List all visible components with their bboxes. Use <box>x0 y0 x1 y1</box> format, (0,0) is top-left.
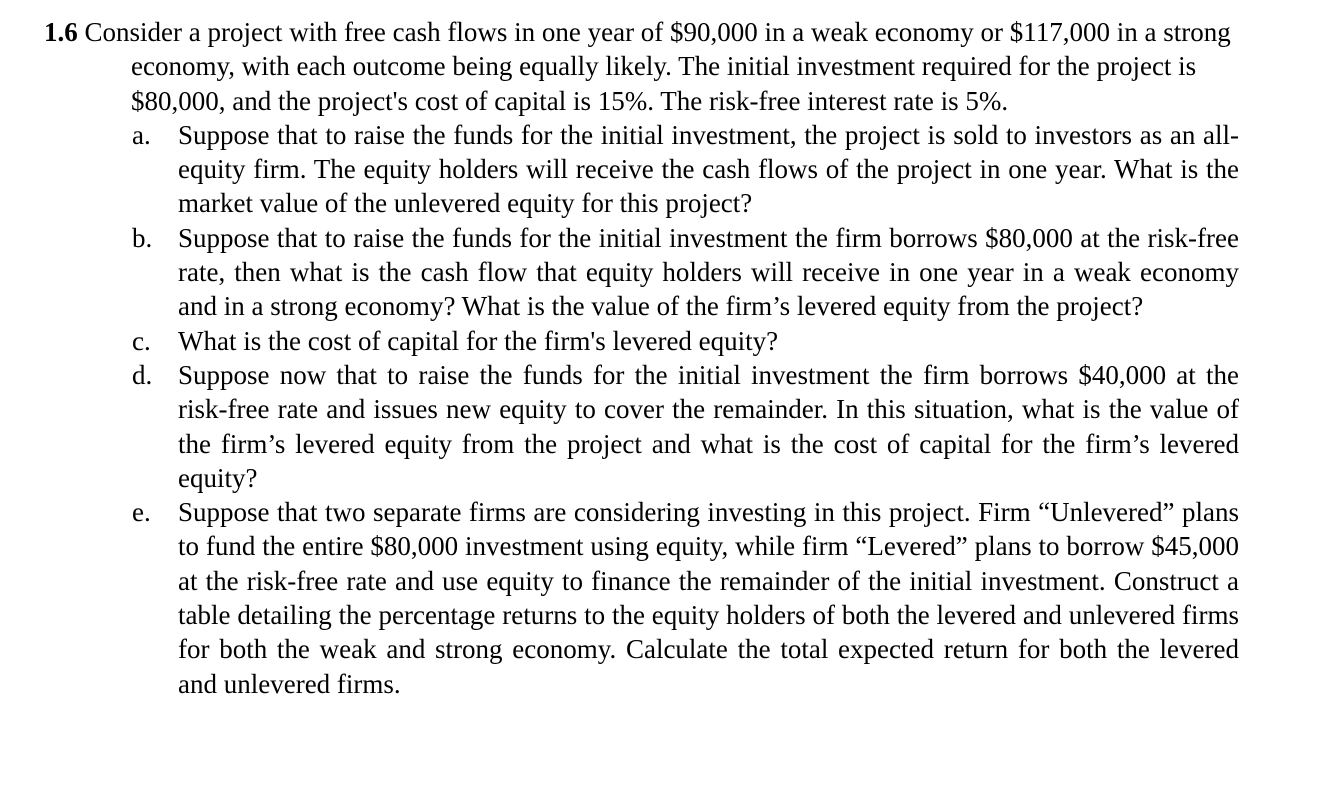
part-c <box>44 324 1239 358</box>
part-e-letter: e. <box>132 497 151 528</box>
part-e <box>44 495 1239 701</box>
part-a-text: Suppose that to raise the funds for the initial investment, the project is sold to investors as an all-equity firm. The equity holders will receive the cash flows of the project in one year. What is the market value of the unlevered equity for this project? <box>178 119 1239 219</box>
problem-parts-list <box>44 118 1239 701</box>
problem-number: 1.6 <box>44 17 78 47</box>
part-a-letter: a. <box>132 119 151 150</box>
part-d <box>44 358 1239 495</box>
problem-intro-text: Consider a project with free cash flows in one year of $90,000 in a weak economy or $117,000 in a strong economy, with each outcome being equally likely. The initial investment required for the project is $80,000, and the project's cost of capital is 15%. The risk-free interest rate is 5%. <box>84 17 1231 116</box>
part-c-letter: c. <box>132 325 151 356</box>
part-e-text: Suppose that two separate firms are considering investing in this project. Firm “Unlevered” plans to fund the entire $80,000 investment using equity, while firm “Levered” plans to borrow $45,000 at the risk-free rate and use equity to finance the remainder of the initial investment. Construct a table detailing the percentage returns to the equity holders of both the levered and unlevered firms for both the weak and strong economy. Calculate the total expected return for both the levered and unlevered firms. <box>178 497 1239 699</box>
part-a <box>44 118 1239 221</box>
part-d-letter: d. <box>132 359 153 390</box>
problem-statement <box>44 15 1239 118</box>
part-b-letter: b. <box>132 222 153 253</box>
part-c-text: What is the cost of capital for the firm's levered equity? <box>178 325 779 356</box>
part-d-text: Suppose now that to raise the funds for the initial investment the firm borrows $40,000 at the risk-free rate and issues new equity to cover the remainder. In this situation, what is the value of the firm’s levered equity from the project and what is the cost of capital for the firm’s levered equity? <box>178 359 1239 493</box>
problem-1-6 <box>44 15 1239 701</box>
part-b-text: Suppose that to raise the funds for the initial investment the firm borrows $80,000 at the risk-free rate, then what is the cash flow that equity holders will receive in one year in a weak economy and in a strong economy? What is the value of the firm’s levered equity from the project? <box>178 222 1239 322</box>
part-b <box>44 221 1239 324</box>
